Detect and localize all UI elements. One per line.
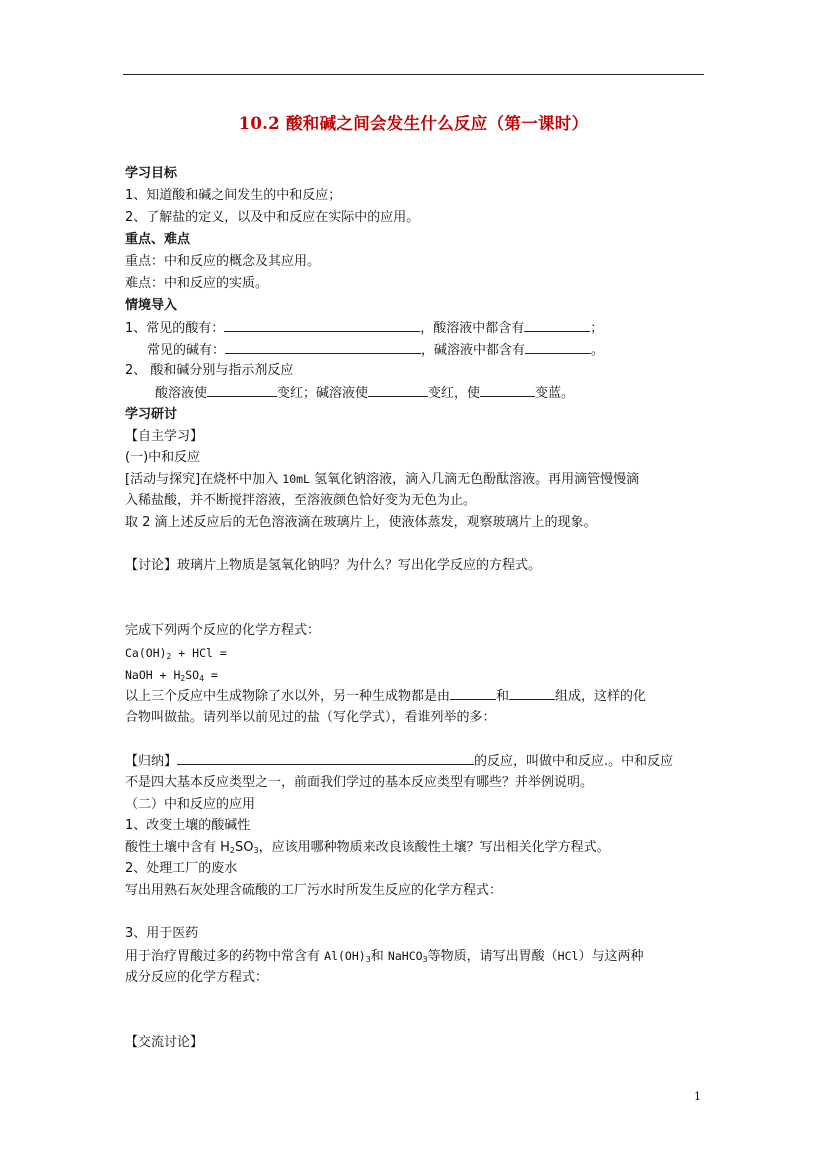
salt-line-1	[125, 687, 646, 706]
acids-blank[interactable]	[224, 319, 420, 332]
app3-aloh: Al(OH)	[324, 949, 366, 963]
indicator-blank-3[interactable]	[480, 384, 535, 397]
bases-mid: ，碱溶液中都含有	[421, 343, 526, 358]
objectives-heading: 学习目标	[125, 166, 178, 181]
salt-text-a: 以上三个反应中生成物除了水以外，另一种生成物都是由	[125, 689, 451, 704]
application-3-title: 3、用于医药	[125, 926, 199, 941]
indicator-make: 变红，使	[428, 386, 481, 401]
complete-equations: 完成下列两个反应的化学方程式：	[125, 623, 321, 638]
header-rule	[123, 74, 704, 75]
page-title: 10.2 酸和碱之间会发生什么反应（第一课时）	[238, 114, 589, 133]
salt-line-2: 合物叫做盐。请列举以前见过的盐（写化学式），看谁列举的多：	[125, 710, 496, 725]
application-2-text: 写出用熟石灰处理含硫酸的工厂污水时所发生反应的化学方程式：	[125, 883, 503, 898]
app1-sub-2: 3	[253, 846, 259, 855]
focus-point: 重点：中和反应的概念及其应用。	[125, 254, 321, 269]
app3-text-d: ）与这两种	[578, 949, 644, 964]
application-3-text-1	[125, 947, 643, 966]
indicator-base: 变红；碱溶液使	[277, 386, 369, 401]
eq1-rest: + HCl =	[171, 646, 227, 660]
app3-text-c: 等物质，请写出胃酸（	[427, 949, 558, 964]
bases-line	[147, 341, 604, 360]
acids-mid: ，酸溶液中都含有	[420, 321, 525, 336]
app3-sub-2: 3	[422, 955, 428, 964]
app3-nahco: NaHCO	[387, 949, 423, 963]
eq2-rest: =	[203, 668, 218, 682]
eq2-so: SO	[185, 668, 200, 682]
acids-label: 1、常见的酸有：	[125, 321, 225, 336]
indicator-acid: 酸溶液使	[155, 386, 208, 401]
eq1-formula: Ca(OH)	[125, 646, 167, 660]
application-2-title: 2、处理工厂的废水	[125, 861, 238, 876]
indicator-end: 变蓝。	[535, 386, 575, 401]
app1-text-c: ，应该用哪种物质来改良该酸性土壤？写出相关化学方程式。	[258, 840, 610, 855]
base-ion-blank[interactable]	[525, 341, 591, 354]
objective-2: 2、了解盐的定义，以及中和反应在实际中的应用。	[125, 210, 420, 225]
summary-blank[interactable]	[177, 752, 474, 765]
study-heading: 学习研讨	[125, 407, 178, 422]
indicator-line	[155, 384, 574, 403]
summary-text: 的反应，叫做中和反应.。中和反应	[474, 754, 674, 769]
application-3-text-2: 成分反应的化学方程式：	[125, 970, 269, 985]
discussion: 【讨论】玻璃片上物质是氢氧化钠吗？为什么？写出化学反应的方程式。	[125, 558, 542, 573]
acids-end: ；	[590, 321, 604, 336]
equation-1	[125, 644, 227, 662]
activity-rest: 氢氧化钠溶液，滴入几滴无色酚酞溶液。再用滴管慢慢滴	[309, 472, 640, 487]
application-1-title: 1、改变土壤的酸碱性	[125, 818, 251, 833]
eq2-sub-1: 2	[180, 674, 186, 683]
equation-2	[125, 666, 218, 684]
application-1-text	[125, 839, 610, 857]
app3-text-a: 用于治疗胃酸过多的药物中常含有	[125, 949, 325, 964]
bases-end: 。	[591, 343, 605, 358]
app3-hcl: HCl	[557, 949, 579, 963]
salt-text-c: 组成，这样的化	[555, 689, 647, 704]
summary-label: 【归纳】	[125, 754, 178, 769]
activity-line-1	[125, 470, 639, 489]
indicator-blank-1[interactable]	[207, 384, 277, 397]
key-points-heading: 重点、难点	[125, 232, 191, 247]
bases-label: 常见的碱有：	[147, 343, 226, 358]
activity-volume: 10mL	[282, 472, 310, 486]
intro-heading: 情境导入	[125, 298, 178, 313]
activity-start: [活动与探究]在烧杯中加入	[125, 472, 283, 487]
summary-line-2: 不是四大基本反应类型之一，前面我们学过的基本反应类型有哪些？并举例说明。	[125, 775, 594, 790]
app3-sub-1: 3	[365, 955, 371, 964]
exchange-discussion: 【交流讨论】	[125, 1035, 204, 1050]
acid-ion-blank[interactable]	[524, 319, 590, 332]
eq2-sub-2: 4	[199, 674, 204, 683]
app3-and: 和	[370, 949, 388, 964]
objective-1: 1、知道酸和碱之间发生的中和反应；	[125, 188, 342, 203]
page-number: 1	[694, 1090, 701, 1103]
eq1-sub: 2	[166, 652, 172, 661]
eq2-formula: NaOH + H	[125, 668, 181, 682]
salt-blank-1[interactable]	[450, 687, 496, 700]
self-study: 【自主学习】	[125, 429, 204, 444]
bases-blank[interactable]	[225, 341, 421, 354]
section-1-title: (一)中和反应	[125, 450, 201, 465]
activity-line-3: 取 2 滴上述反应后的无色溶液滴在玻璃片上，使液体蒸发，观察玻璃片上的现象。	[125, 515, 597, 530]
indicator-blank-2[interactable]	[368, 384, 428, 397]
app1-so: SO	[235, 840, 254, 855]
summary-line-1	[125, 752, 673, 771]
indicator-title: 2、 酸和碱分别与指示剂反应	[125, 363, 294, 378]
difficulty-point: 难点：中和反应的实质。	[125, 276, 269, 291]
salt-blank-2[interactable]	[509, 687, 555, 700]
app1-sub-1: 2	[229, 846, 236, 855]
salt-and: 和	[496, 689, 510, 704]
activity-line-2: 入稀盐酸，并不断搅拌溶液，至溶液颜色恰好变为无色为止。	[125, 493, 477, 508]
acids-line	[125, 319, 603, 338]
app1-text-a: 酸性土壤中含有 H	[125, 840, 230, 855]
section-2-title: （二）中和反应的应用	[125, 797, 256, 812]
